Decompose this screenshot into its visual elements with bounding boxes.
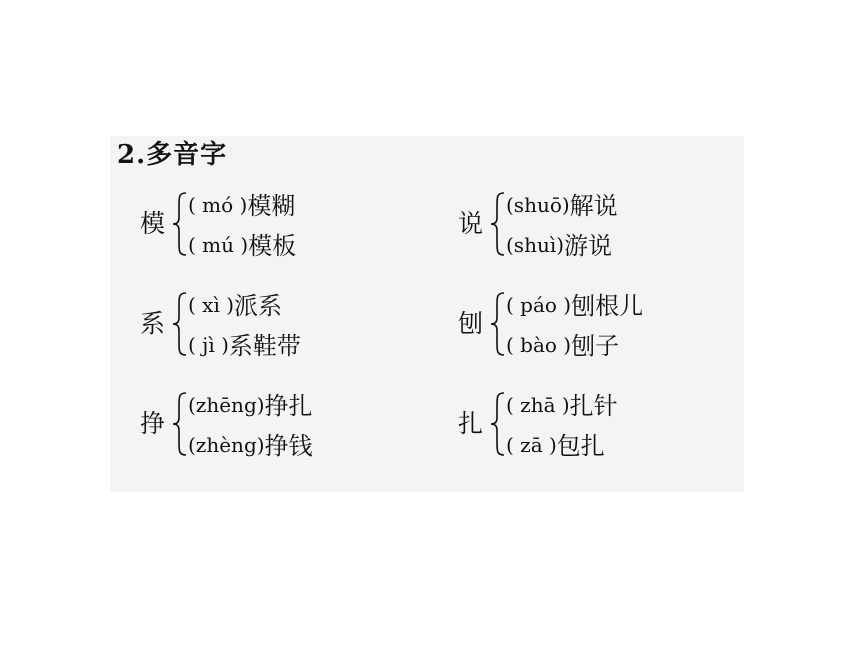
example-word: 游说 — [564, 232, 613, 260]
reading-item — [506, 189, 618, 222]
reading-item — [506, 389, 618, 422]
pinyin-label: ( mó ) — [188, 193, 248, 217]
reading-item — [506, 289, 643, 322]
example-word: 派系 — [234, 292, 282, 320]
example-word: 解说 — [569, 192, 618, 220]
example-word: 模糊 — [247, 192, 296, 220]
pinyin-label: (zhèng) — [188, 433, 265, 457]
polyphone-group-xi — [140, 289, 440, 359]
brace-icon — [170, 391, 190, 457]
pinyin-label: ( bào ) — [506, 333, 572, 357]
example-word: 模板 — [248, 232, 297, 260]
example-word: 系鞋带 — [228, 332, 301, 360]
polyphone-group-shuo — [458, 189, 758, 259]
reading-item — [188, 389, 313, 422]
polyphone-char: 模 — [140, 209, 166, 238]
reading-item — [188, 229, 296, 262]
brace-icon — [488, 191, 508, 257]
polyphone-group-zheng — [140, 389, 440, 459]
pinyin-label: (shuō) — [506, 193, 570, 217]
brace-icon — [488, 391, 508, 457]
polyphone-group-mo — [140, 189, 440, 259]
brace-icon — [488, 291, 508, 357]
pinyin-label: ( zā ) — [506, 433, 557, 457]
reading-item — [506, 429, 605, 462]
reading-item — [188, 189, 295, 222]
example-word: 挣扎 — [264, 392, 313, 420]
brace-icon — [170, 291, 190, 357]
example-word: 扎针 — [569, 392, 618, 420]
polyphone-group-bao — [458, 289, 758, 359]
reading-item — [188, 429, 313, 462]
section-heading: 2.多音字 — [117, 140, 228, 170]
pinyin-label: ( páo ) — [506, 293, 572, 317]
polyphone-char: 刨 — [458, 309, 484, 338]
pinyin-label: ( jì ) — [188, 333, 229, 357]
example-word: 包扎 — [556, 432, 605, 460]
reading-item — [188, 289, 282, 322]
polyphone-char: 扎 — [458, 409, 484, 438]
pinyin-label: (zhēng) — [188, 393, 265, 417]
brace-icon — [170, 191, 190, 257]
pinyin-label: ( mú ) — [188, 233, 249, 257]
example-word: 挣钱 — [264, 432, 313, 460]
polyphone-char: 说 — [458, 209, 484, 238]
polyphone-char: 挣 — [140, 409, 166, 438]
pinyin-label: ( xì ) — [188, 293, 234, 317]
reading-item — [188, 329, 301, 362]
reading-item — [506, 329, 619, 362]
pinyin-label: ( zhā ) — [506, 393, 570, 417]
example-word: 刨根儿 — [571, 292, 644, 320]
polyphone-char: 系 — [140, 309, 166, 338]
example-word: 刨子 — [571, 332, 620, 360]
pinyin-label: (shuì) — [506, 233, 565, 257]
reading-item — [506, 229, 612, 262]
polyphone-group-zha — [458, 389, 758, 459]
